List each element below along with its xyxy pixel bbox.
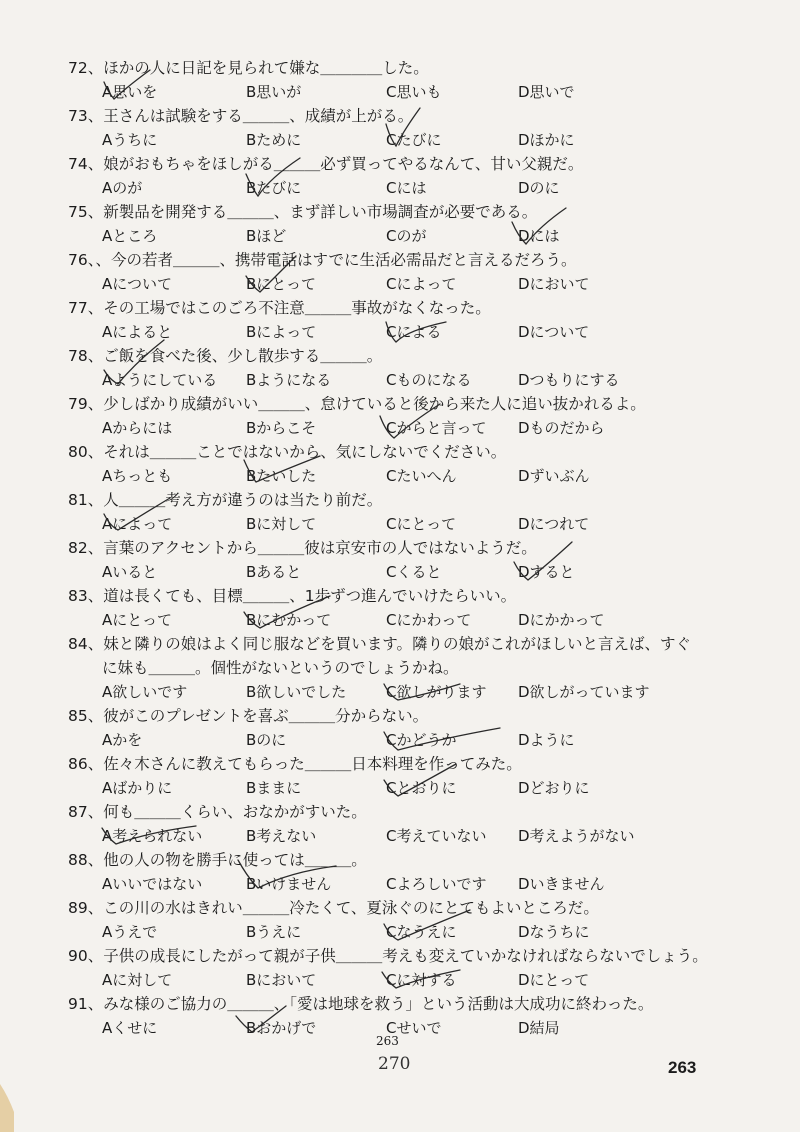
question-text <box>68 992 708 1016</box>
question-number: 82、 <box>68 539 104 557</box>
question-number: 85、 <box>68 707 104 725</box>
option-c: Cものになる <box>386 371 472 389</box>
question-item <box>68 488 708 536</box>
option-d: Dものだから <box>518 419 605 437</box>
option-d: Dほかに <box>518 131 575 149</box>
option-c: Cによる <box>386 323 442 341</box>
page-number-bold: 263 <box>668 1058 697 1077</box>
option-c: Cからと言って <box>386 419 487 437</box>
question-text <box>68 896 708 920</box>
question-line: この川の水はきれい＿＿＿冷たくて、夏泳ぐのにとてもよいところだ。 <box>103 899 599 917</box>
question-text <box>68 392 708 416</box>
question-item <box>68 296 708 344</box>
question-line: 少しばかり成績がいい＿＿＿、怠けていると後から来た人に追い抜かれるよ。 <box>103 395 646 413</box>
question-line: 娘がおもちゃをほしがる＿＿＿必ず買ってやるなんて、甘い父親だ。 <box>103 155 584 173</box>
option-d: D思いで <box>518 83 575 101</box>
option-c: C考えていない <box>386 827 487 845</box>
question-text <box>68 488 708 512</box>
option-b: Bうえに <box>246 923 302 941</box>
question-item <box>68 200 708 248</box>
question-number: 88、 <box>68 851 104 869</box>
option-d: Dずいぶん <box>518 467 590 485</box>
question-line: 彼がこのプレゼントを喜ぶ＿＿＿分からない。 <box>103 707 429 725</box>
option-d: Dについて <box>518 323 590 341</box>
option-d: Dにとって <box>518 971 590 989</box>
question-item <box>68 848 708 896</box>
option-d: Dにかかって <box>518 611 605 629</box>
question-item <box>68 440 708 488</box>
question-number: 81、 <box>68 491 104 509</box>
option-b: Bいけません <box>246 875 332 893</box>
option-a: Aのが <box>102 179 143 197</box>
option-d: Dのに <box>518 179 560 197</box>
question-number: 80、 <box>68 443 104 461</box>
question-line: 妹と隣りの娘はよく同じ服などを買います。隣りの娘がこれがほしいと言えば、すぐ <box>103 635 691 653</box>
option-a: Aいると <box>102 563 158 581</box>
option-a: Aようにしている <box>102 371 218 389</box>
option-d: Dにつれて <box>518 515 590 533</box>
question-text <box>68 536 708 560</box>
answer-options <box>68 608 708 632</box>
question-item <box>68 896 708 944</box>
question-line: それは＿＿＿ことではないから、気にしないでください。 <box>103 443 507 461</box>
option-c: Cかどうか <box>386 731 457 749</box>
question-text <box>68 56 708 80</box>
option-b: Bままに <box>246 779 302 797</box>
question-item <box>68 944 708 992</box>
option-d: Dすると <box>518 563 575 581</box>
option-c: Cにとって <box>386 515 457 533</box>
answer-options <box>68 512 708 536</box>
question-line: 何も＿＿＿くらい、おなかがすいた。 <box>103 803 367 821</box>
option-b: Bほど <box>246 227 287 245</box>
option-c: Cにかわって <box>386 611 472 629</box>
question-text <box>68 704 708 728</box>
question-text <box>68 848 708 872</box>
option-d: Dように <box>518 731 575 749</box>
question-number: 79、 <box>68 395 104 413</box>
question-line: 言葉のアクセントから＿＿＿彼は京安市の人ではないようだ。 <box>103 539 537 557</box>
question-text <box>68 944 708 968</box>
option-d: Dにおいて <box>518 275 590 293</box>
option-a: Aによると <box>102 323 173 341</box>
answer-options <box>68 176 708 200</box>
question-line: 他の人の物を勝手に使っては＿＿＿。 <box>103 851 367 869</box>
question-line: 、今の若者＿＿＿、携帯電話はすでに生活必需品だと言えるだろう。 <box>95 251 577 269</box>
question-line: みな様のご協力の＿＿＿、「愛は地球を救う」という活動は大成功に終わった。 <box>103 995 654 1013</box>
answer-options <box>68 464 708 488</box>
option-b: Bのに <box>246 731 287 749</box>
answer-options <box>68 272 708 296</box>
option-b: Bあると <box>246 563 302 581</box>
option-c: Cとおりに <box>386 779 457 797</box>
question-item <box>68 152 708 200</box>
question-item <box>68 344 708 392</box>
answer-options <box>68 320 708 344</box>
question-line: ご飯を食べた後、少し散歩する＿＿＿。 <box>103 347 383 365</box>
question-number: 83、 <box>68 587 104 605</box>
question-number: 91、 <box>68 995 104 1013</box>
option-a: Aに対して <box>102 971 173 989</box>
question-text <box>68 440 708 464</box>
option-b: Bに対して <box>246 515 317 533</box>
question-line: 王さんは試験をする＿＿＿、成績が上がる。 <box>103 107 414 125</box>
question-number: 75、 <box>68 203 104 221</box>
option-d: D結局 <box>518 1019 560 1037</box>
option-d: Dなうちに <box>518 923 590 941</box>
question-item <box>68 992 708 1040</box>
option-a: Aうえで <box>102 923 158 941</box>
option-a: A考えられない <box>102 827 203 845</box>
question-number: 90、 <box>68 947 104 965</box>
option-b: Bたびに <box>246 179 302 197</box>
corner-stain <box>0 1084 14 1132</box>
option-b: B思いが <box>246 83 302 101</box>
question-number: 74、 <box>68 155 104 173</box>
question-number: 86、 <box>68 755 104 773</box>
option-d: Dいきません <box>518 875 605 893</box>
option-c: Cに対する <box>386 971 457 989</box>
answer-options <box>68 224 708 248</box>
option-b: Bおかげで <box>246 1019 317 1037</box>
option-c: C欲しがります <box>386 683 487 701</box>
option-b: Bからこそ <box>246 419 317 437</box>
question-number: 87、 <box>68 803 104 821</box>
question-item <box>68 704 708 752</box>
option-c: Cせいで <box>386 1019 442 1037</box>
answer-options <box>68 968 708 992</box>
question-item <box>68 752 708 800</box>
question-line: に妹も＿＿＿。個性がないというのでしょうかね。 <box>102 659 459 677</box>
option-a: Aうちに <box>102 131 158 149</box>
option-c: Cたびに <box>386 131 442 149</box>
answer-options <box>68 560 708 584</box>
question-number: 77、 <box>68 299 104 317</box>
option-c: Cなうえに <box>386 923 457 941</box>
answer-options <box>68 680 708 704</box>
question-text <box>68 752 708 776</box>
option-c: Cよろしいです <box>386 875 487 893</box>
option-a: Aからには <box>102 419 173 437</box>
question-line: 道は長くても、目標＿＿＿、1歩ずつ進んでいけたらいい。 <box>103 587 517 605</box>
question-text <box>68 584 708 608</box>
question-list <box>68 56 708 1040</box>
question-line: 新製品を開発する＿＿＿、まず詳しい市場調査が必要である。 <box>103 203 538 221</box>
option-a: Aにとって <box>102 611 172 629</box>
option-b: B欲しいでした <box>246 683 347 701</box>
question-number: 72、 <box>68 59 104 77</box>
question-text <box>68 152 708 176</box>
option-a: Aちっとも <box>102 467 173 485</box>
option-b: Bにむかって <box>246 611 332 629</box>
question-line: ほかの人に日記を見られて嫌な＿＿＿＿した。 <box>103 59 429 77</box>
option-d: D欲しがっています <box>518 683 650 701</box>
question-number: 76、 <box>68 251 96 269</box>
option-a: Aかを <box>102 731 143 749</box>
option-c: Cくると <box>386 563 442 581</box>
option-a: Aばかりに <box>102 779 173 797</box>
question-line: 人＿＿＿考え方が違うのは当たり前だ。 <box>103 491 383 509</box>
option-d: Dには <box>518 227 560 245</box>
option-c: Cには <box>386 179 427 197</box>
option-b: Bたいした <box>246 467 317 485</box>
question-number: 84、 <box>68 635 104 653</box>
question-text <box>68 800 708 824</box>
question-text <box>68 296 708 320</box>
answer-options <box>68 920 708 944</box>
option-c: Cたいへん <box>386 467 457 485</box>
question-item <box>68 392 708 440</box>
answer-options <box>68 128 708 152</box>
page-number-small: 263 <box>376 1034 399 1048</box>
question-item <box>68 248 708 296</box>
question-text <box>68 200 708 224</box>
option-a: Aくせに <box>102 1019 158 1037</box>
option-a: A欲しいです <box>102 683 188 701</box>
question-line: その工場ではこのごろ不注意＿＿＿事故がなくなった。 <box>103 299 491 317</box>
question-text <box>68 656 708 680</box>
answer-options <box>68 824 708 848</box>
option-a: Aいいではない <box>102 875 203 893</box>
answer-options <box>68 416 708 440</box>
option-d: D考えようがない <box>518 827 635 845</box>
option-c: Cによって <box>386 275 457 293</box>
page-number-middle: 270 <box>378 1054 411 1074</box>
question-line: 佐々木さんに教えてもらった＿＿＿日本料理を作ってみた。 <box>103 755 522 773</box>
question-number: 89、 <box>68 899 104 917</box>
question-text <box>68 104 708 128</box>
question-text <box>68 632 708 656</box>
question-text <box>68 344 708 368</box>
question-line: 子供の成長にしたがって親が子供＿＿＿考えも変えていかなければならないでしょう。 <box>103 947 708 965</box>
question-item <box>68 632 708 704</box>
option-c: Cのが <box>386 227 427 245</box>
option-b: Bために <box>246 131 302 149</box>
question-item <box>68 800 708 848</box>
option-b: Bによって <box>246 323 317 341</box>
option-d: Dつもりにする <box>518 371 620 389</box>
question-item <box>68 56 708 104</box>
answer-options <box>68 872 708 896</box>
option-b: B考えない <box>246 827 317 845</box>
question-number: 73、 <box>68 107 104 125</box>
question-item <box>68 536 708 584</box>
question-item <box>68 104 708 152</box>
answer-options <box>68 728 708 752</box>
option-d: Dどおりに <box>518 779 590 797</box>
question-text <box>68 248 708 272</box>
answer-options <box>68 80 708 104</box>
option-a: Aところ <box>102 227 158 245</box>
option-a: Aによって <box>102 515 173 533</box>
question-number: 78、 <box>68 347 104 365</box>
option-a: Aについて <box>102 275 172 293</box>
answer-options <box>68 776 708 800</box>
answer-options <box>68 368 708 392</box>
option-b: Bにおいて <box>246 971 317 989</box>
option-a: A思いを <box>102 83 158 101</box>
question-item <box>68 584 708 632</box>
option-b: Bにとって <box>246 275 316 293</box>
option-b: Bようになる <box>246 371 332 389</box>
option-c: C思いも <box>386 83 442 101</box>
